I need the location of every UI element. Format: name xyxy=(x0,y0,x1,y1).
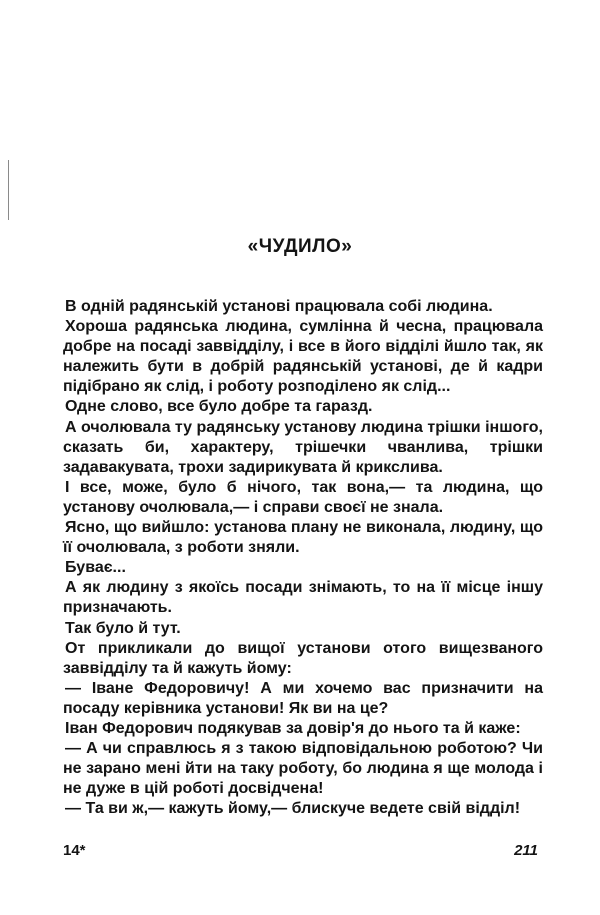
paragraph: В одній радянській установі працювала собі людина. xyxy=(65,298,493,315)
page-number: 211 xyxy=(514,842,538,859)
paragraph: — А чи справлюсь я з такою відповідальною роботою? Чи не зарано мені йти на таку роботу, бо людина я ще молода і не дуже в цій роботі досвідчена! xyxy=(63,740,543,798)
paragraph: І все, може, було б нічого, так вона,— та людина, що установу очолювала,— і справи своєї не знала. xyxy=(63,478,543,516)
paragraph: А як людину з якоїсь посади знімають, то на її місце іншу призначають. xyxy=(63,579,543,617)
paragraph: Ясно, що вийшло: установа плану не виконала, людину, що її очолювала, з роботи зняли. xyxy=(63,519,543,557)
paragraph: Хороша радянська людина, сумлінна й чесна, працювала добре на посаді заввідділу, і все в його відділі йшло так, як належить бути в добрій радянській установі, де й кадри підібрано як слід, і роботу розподілено як слід... xyxy=(63,318,543,396)
paragraph: Одне слово, все було добре та гаразд. xyxy=(65,398,373,416)
paragraph: Так було й тут. xyxy=(65,619,181,637)
paragraph: Буває... xyxy=(65,559,126,577)
story-title: «ЧУДИЛО» xyxy=(247,236,353,257)
paragraph: — Іване Федоровичу! А ми хочемо вас призначити на посаду керівника установи! Як ви на це? xyxy=(63,679,543,717)
paragraph: — Та ви ж,— кажуть йому,— блискуче ведете свій відділ! xyxy=(65,800,521,818)
paragraph: А очолювала ту радянську установу людина трішки іншого, сказать би, характеру, трішечки чванлива, трішки задавакувата, трохи задирикувата й крикслива. xyxy=(63,418,543,476)
signature-mark: 14* xyxy=(63,842,86,859)
story-body xyxy=(63,297,543,819)
scan-margin-line xyxy=(8,160,9,220)
paragraph: Іван Федорович подякував за довір'я до нього та й каже: xyxy=(65,719,521,737)
paragraph: От прикликали до вищої установи отого вищезваного заввідділу та й кажуть йому: xyxy=(63,639,543,677)
